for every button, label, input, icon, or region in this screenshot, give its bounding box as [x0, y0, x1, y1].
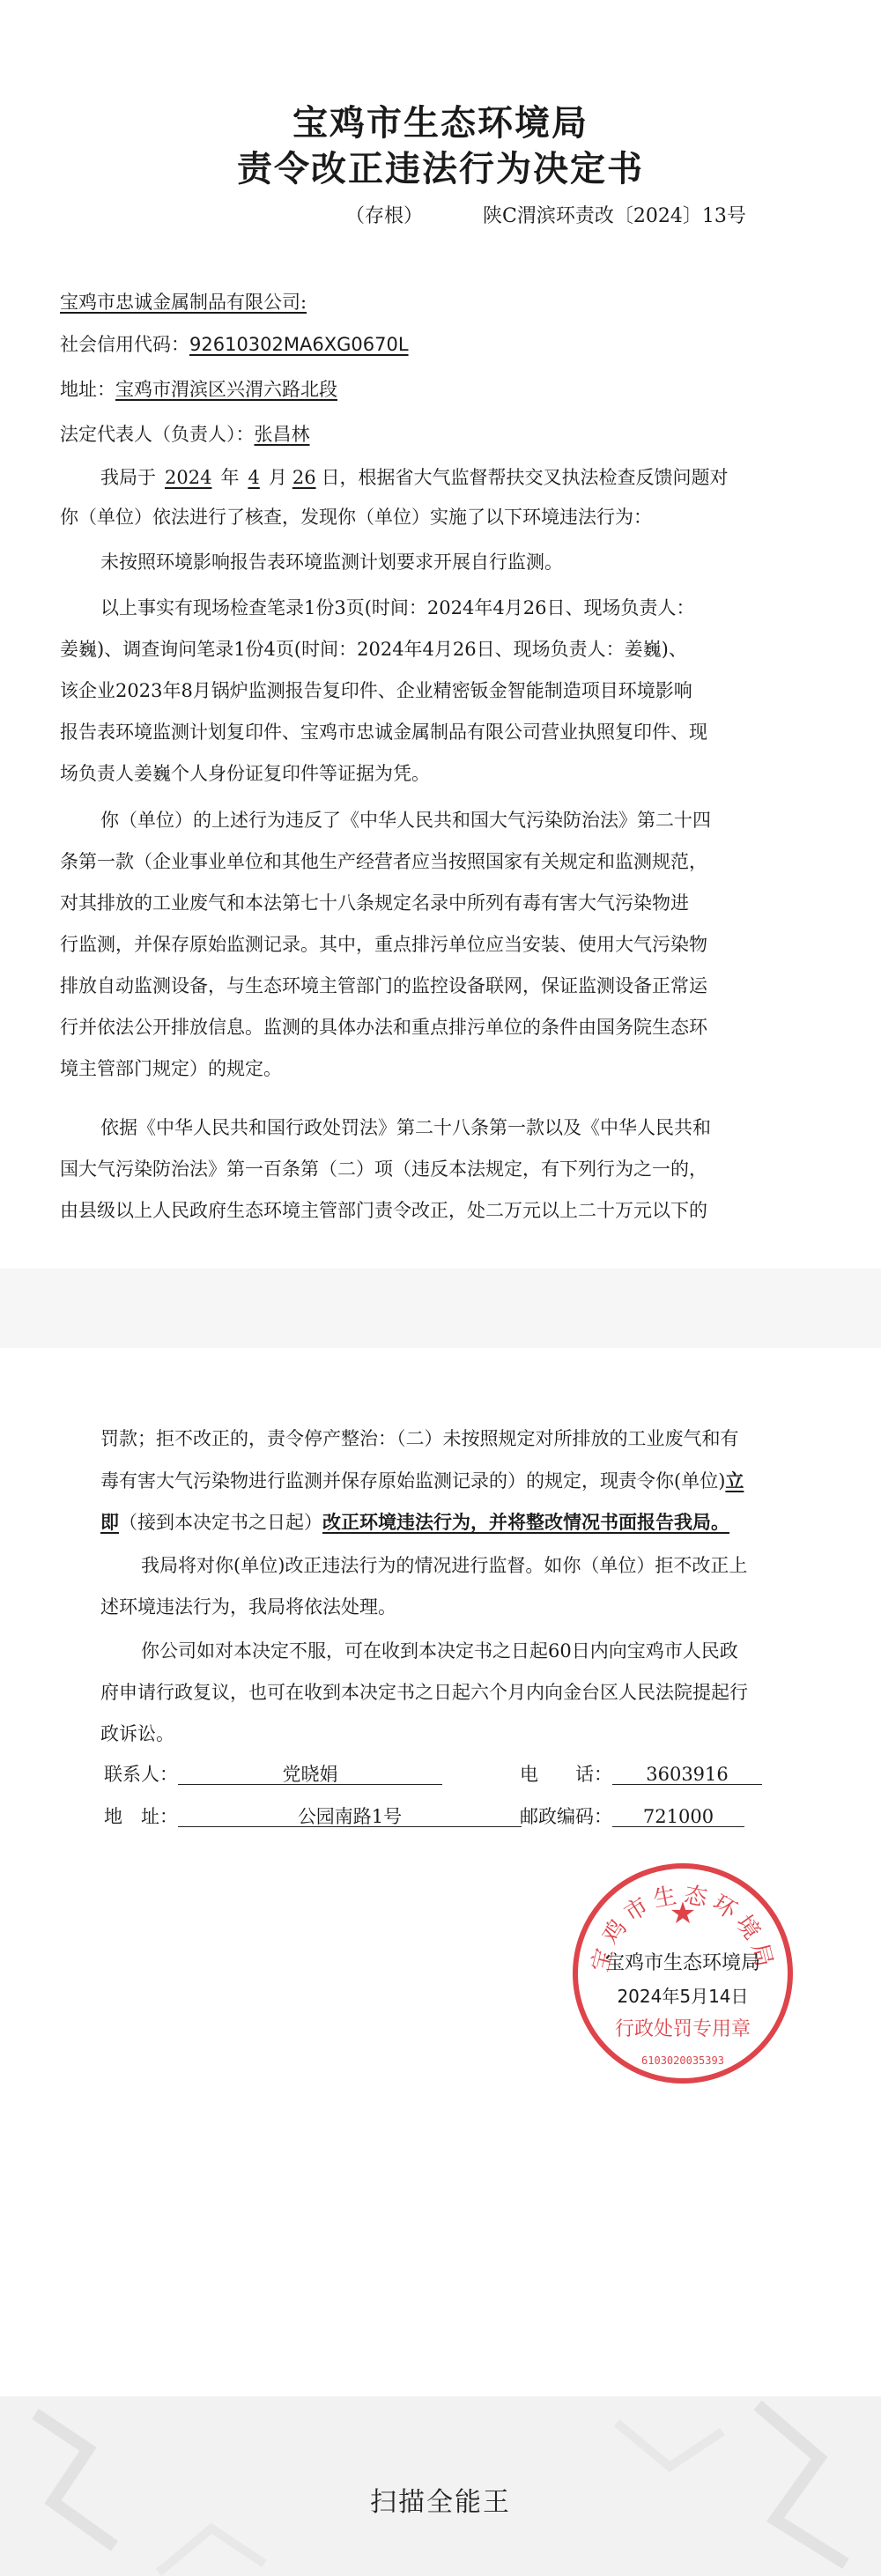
- para1-day: 26: [292, 467, 316, 488]
- doc-title-line1: 宝鸡市生态环境局: [292, 102, 589, 144]
- seal-overlay-org: 宝鸡市生态环境局: [604, 1952, 761, 1974]
- penalty-line: [100, 1513, 729, 1532]
- contact-value: 党晓娟: [178, 1765, 442, 1785]
- address-row: [60, 381, 337, 399]
- scanner-footer: [0, 2396, 881, 2576]
- company-name: 宝鸡市忠诚金属制品有限公司:: [60, 292, 307, 313]
- office-address-value: 公园南路1号: [178, 1808, 522, 1827]
- seal-org-arc: 宝鸡市生态环境局: [587, 1881, 779, 1975]
- office-address-row: [104, 1808, 522, 1827]
- seal-date: 2024年5月14日: [617, 1986, 749, 2007]
- credit-code-value: 92610302MA6XG0670L: [189, 334, 409, 355]
- evidence-line: 报告表环境监测计划复印件、宝鸡市忠诚金属制品有限公司营业执照复印件、现: [60, 722, 707, 743]
- doc-number: 陕C渭滨环责改〔2024〕13号: [483, 205, 746, 227]
- contact-label: 联系人：: [104, 1764, 178, 1785]
- contact-row: [104, 1765, 442, 1785]
- phone-value: 3603916: [612, 1765, 762, 1785]
- para1-text-d: 日，根据省大气监督帮扶交叉执法检查反馈问题对: [321, 467, 729, 488]
- evidence-line: 场负责人姜巍个人身份证复印件等证据为凭。: [60, 763, 430, 784]
- page-gap: [0, 1269, 881, 1348]
- credit-code-label: 社会信用代码：: [60, 334, 189, 355]
- postcode-label: 邮政编码：: [520, 1806, 612, 1827]
- supervision-line: 我局将对你(单位)改正违法行为的情况进行监督。如你（单位）拒不改正上: [141, 1555, 748, 1576]
- phone-row: [520, 1765, 762, 1785]
- para1-text-b: 年: [220, 467, 240, 488]
- order-immediate-a: 立: [725, 1469, 744, 1492]
- violation-law-line: 行监测，并保存原始监测记录。其中，重点排污单位应当安装、使用大气污染物: [60, 934, 707, 955]
- violation-law-line: 行并依法公开排放信息。监测的具体办法和重点排污单位的条件由国务院生态环: [60, 1017, 707, 1038]
- appeal-line: 你公司如对本决定不服，可在收到本决定书之日起60日内向宝鸡市人民政: [141, 1640, 738, 1662]
- legal-rep-row: [60, 426, 310, 444]
- credit-code-row: [60, 336, 409, 354]
- appeal-line: 政诉讼。: [100, 1723, 174, 1744]
- violation-law-line: 条第一款（企业事业单位和其他生产经营者应当按照国家有关规定和监测规范，: [60, 851, 707, 872]
- legal-basis-line: 依据《中华人民共和国行政处罚法》第二十八条第一款以及《中华人民共和: [100, 1117, 711, 1138]
- supervision-line: 述环境违法行为，我局将依法处理。: [100, 1596, 396, 1617]
- address-label: 地址：: [60, 379, 115, 400]
- legal-basis-line: 由县级以上人民政府生态环境主管部门责令改正，处二万元以上二十万元以下的: [60, 1200, 707, 1221]
- legal-basis-line: 国大气污染防治法》第一百条第（二）项（违反本法规定，有下列行为之一的，: [60, 1158, 707, 1180]
- legal-rep-value: 张昌林: [254, 424, 310, 445]
- official-seal: [564, 1854, 802, 2092]
- violation-law-line: 你（单位）的上述行为违反了《中华人民共和国大气污染防治法》第二十四: [100, 810, 711, 831]
- para1-text-a: 我局于: [100, 467, 156, 488]
- address-value: 宝鸡市渭滨区兴渭六路北段: [115, 379, 337, 400]
- document-page-1: [0, 0, 881, 1269]
- para1-line1: [100, 469, 729, 487]
- violation-law-line: 境主管部门规定）的规定。: [60, 1058, 282, 1079]
- para1-line2: 你（单位）依法进行了核查，发现你（单位）实施了以下环境违法行为：: [60, 507, 652, 528]
- seal-code: 6103020035393: [641, 2054, 724, 2067]
- para1-month: 4: [248, 467, 260, 488]
- stub-label: （存根）: [345, 205, 424, 227]
- violation-law-line: 排放自动监测设备，与生态环境主管部门的监控设备联网，保证监测设备正常运: [60, 975, 707, 996]
- violation-statement: 未按照环境影响报告表环境监测计划要求开展自行监测。: [100, 551, 563, 573]
- office-address-label: 地 址：: [104, 1806, 178, 1827]
- seal-star-icon: ★: [669, 1896, 697, 1931]
- para1-text-c: 月: [268, 467, 287, 488]
- order-immediate-b: 即: [100, 1511, 119, 1533]
- order-correct: 改正环境违法行为，并将整改情况书面报告我局。: [322, 1511, 729, 1533]
- doc-title-line2: 责令改正违法行为决定书: [237, 148, 644, 189]
- phone-label: 电 话：: [520, 1764, 612, 1785]
- evidence-line: 以上事实有现场检查笔录1份3页(时间：2024年4月26日、现场负责人：: [100, 597, 695, 618]
- postcode-row: [520, 1808, 744, 1827]
- penalty-line: [100, 1471, 744, 1491]
- violation-law-line: 对其排放的工业废气和本法第七十八条规定名录中所列有毒有害大气污染物进: [60, 892, 689, 914]
- penalty-line: 罚款；拒不改正的，责令停产整治：（二）未按照规定对所排放的工业废气和有: [100, 1428, 739, 1449]
- evidence-line: 该企业2023年8月锅炉监测报告复印件、企业精密钣金智能制造项目环境影响: [60, 680, 692, 701]
- penalty-text: 毒有害大气污染物进行监测并保存原始监测记录的）的规定，现责令你(单位): [100, 1470, 726, 1492]
- appeal-line: 府申请行政复议，也可在收到本决定书之日起六个月内向金台区人民法院提起行: [100, 1682, 748, 1703]
- postcode-value: 721000: [612, 1808, 744, 1827]
- scanner-app-label: 扫描全能王: [370, 2487, 511, 2518]
- para1-year: 2024: [165, 467, 212, 488]
- evidence-line: 姜巍)、调查询问笔录1份4页(时间：2024年4月26日、现场负责人：姜巍)、: [60, 639, 687, 660]
- legal-rep-label: 法定代表人（负责人）：: [60, 424, 255, 445]
- seal-purpose: 行政处罚专用章: [614, 2018, 751, 2040]
- order-deadline: （接到本决定书之日起）: [119, 1512, 322, 1533]
